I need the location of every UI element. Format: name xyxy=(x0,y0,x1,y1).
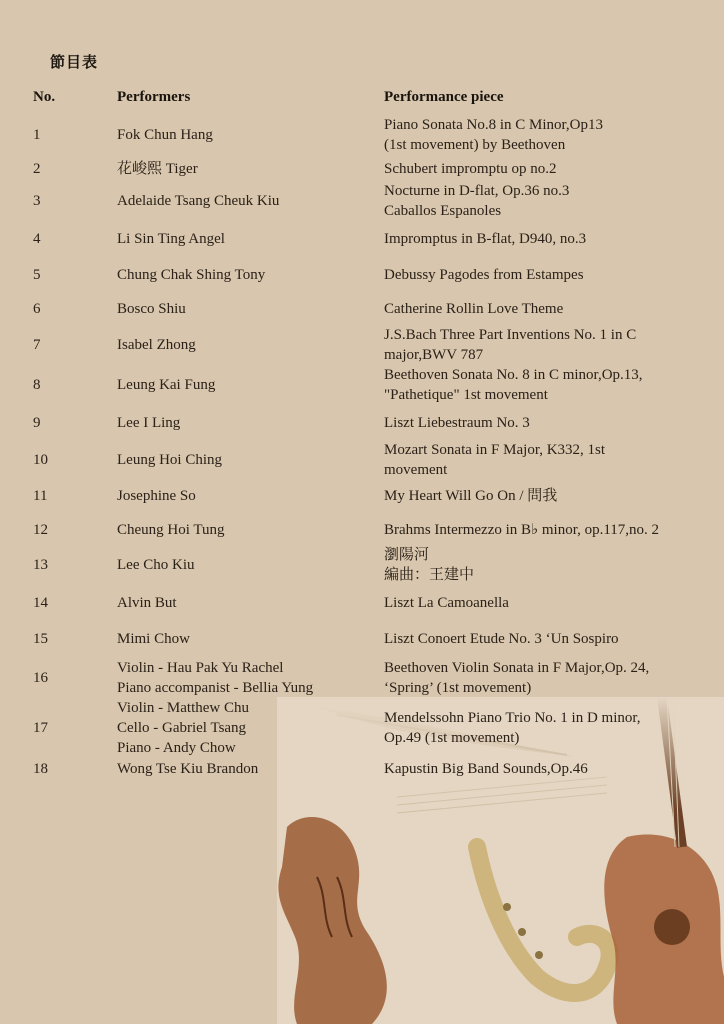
row-number: 1 xyxy=(33,127,41,143)
performance-piece-cell xyxy=(384,658,649,698)
piece-line: Catherine Rollin Love Theme xyxy=(384,301,564,317)
table-row xyxy=(0,519,724,541)
piece-line: Caballos Espanoles xyxy=(384,203,502,219)
performers-cell xyxy=(117,264,265,286)
table-row xyxy=(0,758,724,780)
performer-line: 花峻熙 Tiger xyxy=(117,161,198,177)
row-number: 3 xyxy=(33,193,41,209)
piece-line: Nocturne in D-flat, Op.36 no.3 xyxy=(384,183,570,199)
performance-piece-cell xyxy=(384,628,619,650)
piece-line: Mendelssohn Piano Trio No. 1 in D minor, xyxy=(384,710,641,726)
row-number: 15 xyxy=(33,631,48,647)
piece-line: ‘Spring’ (1st movement) xyxy=(384,680,532,696)
row-number: 16 xyxy=(33,670,48,686)
piece-line: Piano Sonata No.8 in C Minor,Op13 xyxy=(384,117,603,133)
row-number: 11 xyxy=(33,488,48,504)
piece-line: Schubert impromptu op no.2 xyxy=(384,161,557,177)
piece-line: Brahms Intermezzo in B♭ minor, op.117,no. 2 xyxy=(384,522,660,538)
table-row xyxy=(0,628,724,650)
row-number: 7 xyxy=(33,337,41,353)
table-row xyxy=(0,115,724,155)
performers-cell xyxy=(117,519,225,541)
piece-line: Op.49 (1st movement) xyxy=(384,730,520,746)
performers-cell xyxy=(117,228,225,250)
performance-piece-cell xyxy=(384,698,641,758)
performer-line: Mimi Chow xyxy=(117,631,190,647)
table-row xyxy=(0,298,724,320)
performance-piece-cell xyxy=(384,412,530,434)
performer-line: Lee I Ling xyxy=(117,415,181,431)
performance-piece-cell xyxy=(384,264,584,286)
table-row xyxy=(0,365,724,405)
performance-piece-cell xyxy=(384,544,474,586)
performer-line: Leung Hoi Ching xyxy=(117,452,222,468)
performance-piece-cell xyxy=(384,440,605,480)
performance-piece-cell xyxy=(384,158,557,180)
performers-cell xyxy=(117,181,279,221)
performance-piece-cell xyxy=(384,298,563,320)
performer-line: Piano - Andy Chow xyxy=(117,740,236,756)
table-row xyxy=(0,264,724,286)
row-number: 14 xyxy=(33,595,48,611)
row-number: 8 xyxy=(33,377,41,393)
piece-line: Beethoven Sonata No. 8 in C minor,Op.13, xyxy=(384,367,643,383)
performance-piece-cell xyxy=(384,485,557,507)
performance-piece-cell xyxy=(384,228,586,250)
piece-line: 編曲：王建中 xyxy=(384,567,475,583)
piece-line: Liszt Liebestraum No. 3 xyxy=(384,415,530,431)
piece-line: My Heart Will Go On / 問我 xyxy=(384,488,558,504)
table-row xyxy=(0,485,724,507)
row-number: 12 xyxy=(33,522,48,538)
row-number: 13 xyxy=(33,557,48,573)
performer-line: Chung Chak Shing Tony xyxy=(117,267,266,283)
row-number: 6 xyxy=(33,301,41,317)
header-performers: Performers xyxy=(117,89,191,105)
performer-line: Josephine So xyxy=(117,488,196,504)
performers-cell xyxy=(117,325,196,365)
performers-cell xyxy=(117,485,196,507)
performers-cell xyxy=(117,440,222,480)
performance-piece-cell xyxy=(384,181,569,221)
performers-cell xyxy=(117,592,177,614)
performance-piece-cell xyxy=(384,365,643,405)
performer-line: Violin - Matthew Chu xyxy=(117,700,250,716)
performer-line: Wong Tse Kiu Brandon xyxy=(117,761,259,777)
performers-cell xyxy=(117,412,180,434)
table-row xyxy=(0,412,724,434)
performer-line: Isabel Zhong xyxy=(117,337,196,353)
performers-cell xyxy=(117,658,313,698)
piece-line: Impromptus in B-flat, D940, no.3 xyxy=(384,231,587,247)
performer-line: Li Sin Ting Angel xyxy=(117,231,225,247)
performer-line: Piano accompanist - Bellia Yung xyxy=(117,680,314,696)
table-row xyxy=(0,658,724,698)
row-number: 10 xyxy=(33,452,48,468)
performer-line: Leung Kai Fung xyxy=(117,377,216,393)
piece-line: major,BWV 787 xyxy=(384,347,484,363)
row-number: 17 xyxy=(33,720,48,736)
piece-line: Liszt Conoert Etude No. 3 ‘Un Sospiro xyxy=(384,631,619,647)
header-performance-piece: Performance piece xyxy=(384,89,504,105)
table-row xyxy=(0,158,724,180)
performer-line: Adelaide Tsang Cheuk Kiu xyxy=(117,193,280,209)
row-number: 18 xyxy=(33,761,48,777)
performers-cell xyxy=(117,158,198,180)
row-number: 2 xyxy=(33,161,41,177)
table-row xyxy=(0,440,724,480)
performer-line: Cello - Gabriel Tsang xyxy=(117,720,247,736)
piece-line: J.S.Bach Three Part Inventions No. 1 in C xyxy=(384,327,637,343)
piece-line: Debussy Pagodes from Estampes xyxy=(384,267,584,283)
performer-line: Fok Chun Hang xyxy=(117,127,213,143)
table-row xyxy=(0,592,724,614)
performers-cell xyxy=(117,115,213,155)
row-number: 5 xyxy=(33,267,41,283)
table-row xyxy=(0,325,724,365)
table-row xyxy=(0,228,724,250)
performers-cell xyxy=(117,698,249,758)
row-number: 9 xyxy=(33,415,41,431)
performers-cell xyxy=(117,758,258,780)
performer-line: Violin - Hau Pak Yu Rachel xyxy=(117,660,284,676)
piece-line: (1st movement) by Beethoven xyxy=(384,137,566,153)
piece-line: "Pathetique" 1st movement xyxy=(384,387,548,403)
performers-cell xyxy=(117,365,215,405)
piece-line: Kapustin Big Band Sounds,Op.46 xyxy=(384,761,588,777)
performers-cell xyxy=(117,628,190,650)
performers-cell xyxy=(117,298,186,320)
performance-piece-cell xyxy=(384,592,509,614)
piece-line: Liszt La Camoanella xyxy=(384,595,509,611)
performance-piece-cell xyxy=(384,115,603,155)
piece-line: 瀏陽河 xyxy=(384,547,430,563)
performers-cell xyxy=(117,544,194,586)
row-number: 4 xyxy=(33,231,41,247)
header-no: No. xyxy=(33,89,56,105)
table-row xyxy=(0,698,724,758)
table-row xyxy=(0,544,724,586)
performer-line: Cheung Hoi Tung xyxy=(117,522,225,538)
performer-line: Bosco Shiu xyxy=(117,301,186,317)
piece-line: movement xyxy=(384,462,448,478)
table-row xyxy=(0,181,724,221)
piece-line: Beethoven Violin Sonata in F Major,Op. 24, xyxy=(384,660,650,676)
performance-piece-cell xyxy=(384,325,636,365)
performance-piece-cell xyxy=(384,758,588,780)
program-title: 節目表 xyxy=(50,53,99,71)
performer-line: Alvin But xyxy=(117,595,177,611)
performance-piece-cell xyxy=(384,519,659,541)
piece-line: Mozart Sonata in F Major, K332, 1st xyxy=(384,442,606,458)
performer-line: Lee Cho Kiu xyxy=(117,557,195,573)
